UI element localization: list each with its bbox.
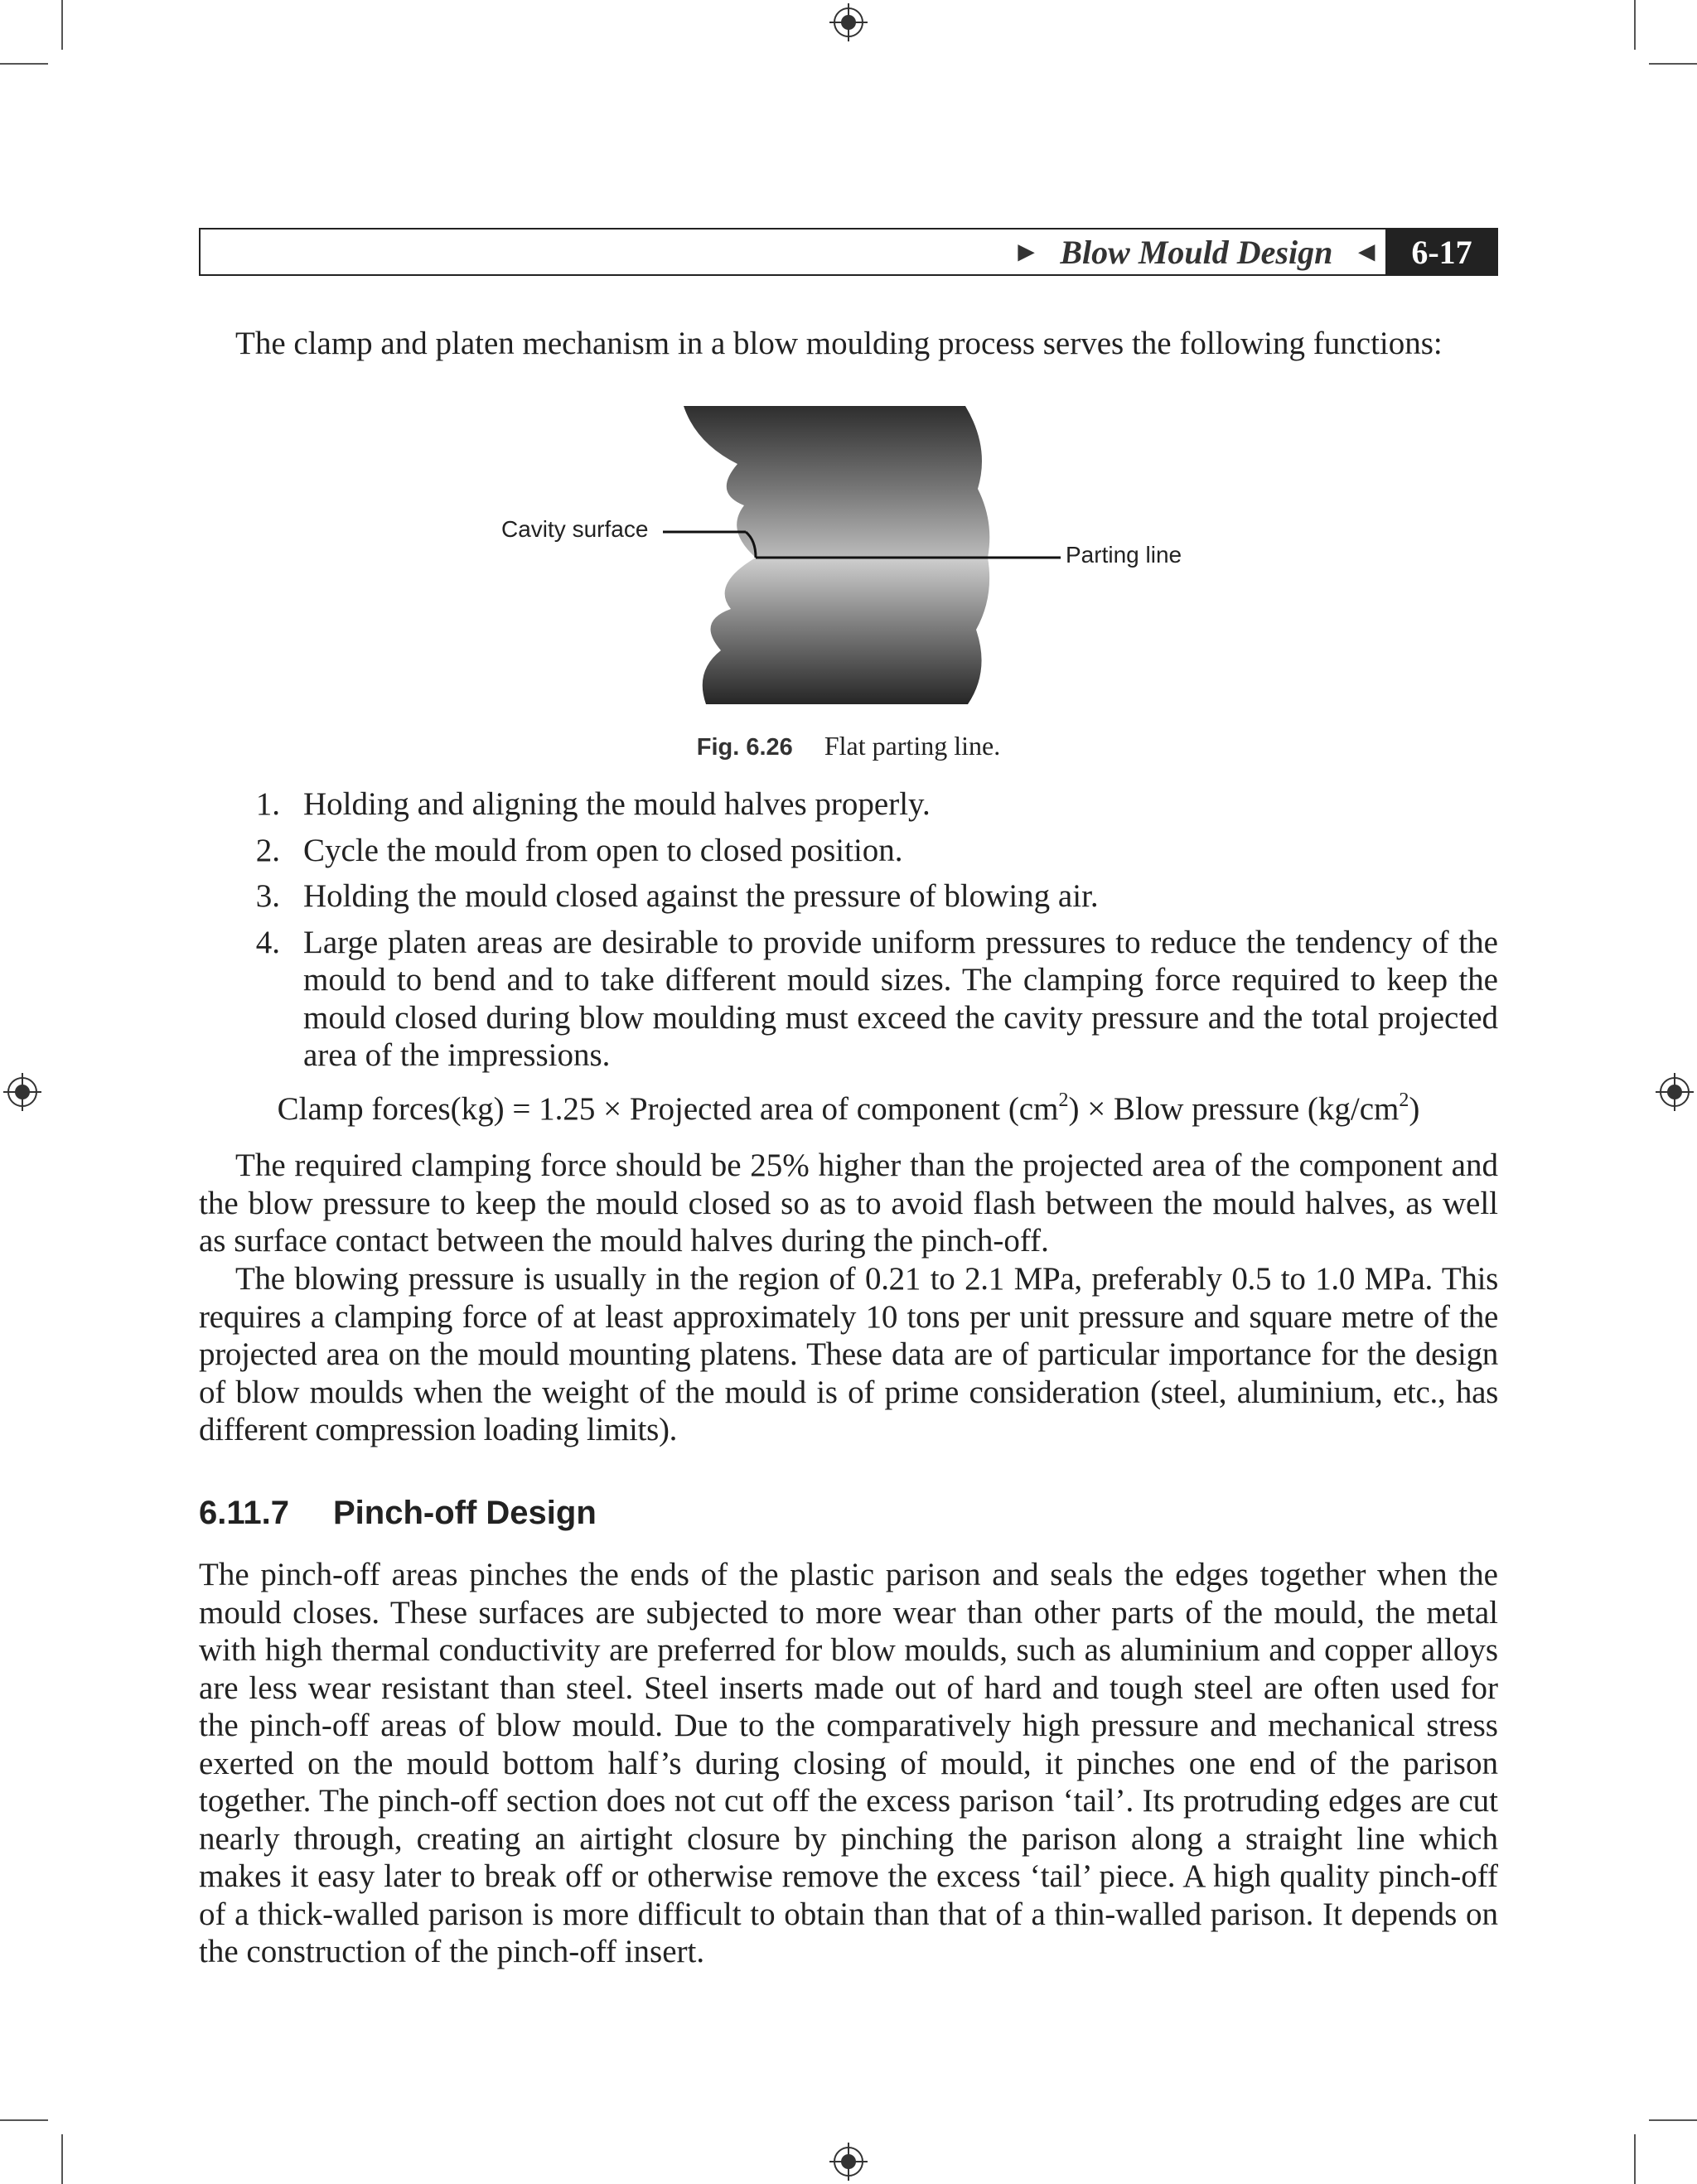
formula-part: Clamp forces(kg) = 1.25 × Projected area of component (cm bbox=[277, 1091, 1059, 1127]
figure-number: Fig. 6.26 bbox=[696, 734, 793, 761]
list-item-number: 2. bbox=[255, 832, 280, 868]
list-item bbox=[199, 877, 1498, 916]
list-item bbox=[199, 785, 1498, 824]
crop-mark bbox=[1634, 0, 1636, 50]
crop-mark bbox=[1634, 2134, 1636, 2184]
registration-mark-icon bbox=[829, 3, 868, 41]
clamp-force-formula bbox=[0, 1090, 1697, 1128]
crop-mark bbox=[61, 2134, 63, 2184]
crop-mark bbox=[61, 0, 63, 50]
list-item-text: Holding and aligning the mould halves properly. bbox=[303, 786, 931, 822]
figure-caption bbox=[0, 731, 1697, 761]
right-triangle-icon: ► bbox=[1012, 236, 1041, 268]
body-paragraph: The required clamping force should be 25% higher than the projected area of the component and the blow pressure to keep the mould closed so as to avoid flash between the mould halves, as well as surface contact between the mould halves during the pinch-off. bbox=[199, 1148, 1498, 1259]
chapter-title bbox=[1013, 233, 1380, 272]
list-item bbox=[199, 924, 1498, 1075]
list-item-number: 3. bbox=[255, 878, 280, 914]
list-item-text: Large platen areas are desirable to provide uniform pressures to reduce the tendency of the mould to bend and to take different mould sizes. The clamping force required to keep the mould closed during blow moulding must exceed the cavity pressure and the total projected area of the impressions. bbox=[303, 924, 1498, 1073]
section-number: 6.11.7 bbox=[199, 1495, 290, 1531]
section-title: Pinch-off Design bbox=[333, 1495, 597, 1531]
formula-part: ) bbox=[1409, 1091, 1420, 1127]
page-number: 6-17 bbox=[1385, 228, 1498, 276]
body-paragraph: The pinch-off areas pinches the ends of the plastic parison and seals the edges together when the mould closes. These surfaces are subjected to more wear than other parts of the mould, the metal with high thermal conductivity are preferred for blow moulds, such as aluminium and copper alloys are less wear resistant than steel. Steel inserts made out of hard and tough steel are often used for the pinch-off areas of blow mould. Due to the comparatively high pressure and mechanical stress exerted on the mould bottom half’s during closing of mould, it pinches one end of the parison together. The pinch-off section does not cut off the excess parison ‘tail’. Its protruding edges are cut nearly through, creating an airtight closure by pinching the parison along a straight line which makes it easy later to break off or otherwise remove the excess ‘tail’ piece. A high quality pinch-off of a thick-walled parison is more difficult to obtain than that of a thin-walled parison. It depends on the construction of the pinch-off insert. bbox=[199, 1557, 1498, 1969]
running-header bbox=[199, 228, 1498, 276]
mould-bottom-half bbox=[703, 558, 989, 704]
list-item-text: Holding the mould closed against the pressure of blowing air. bbox=[303, 878, 1099, 914]
figure-caption-text: Flat parting line. bbox=[824, 731, 1001, 761]
figure-flat-parting-line bbox=[489, 398, 1218, 713]
section-heading bbox=[199, 1495, 597, 1532]
crop-mark bbox=[1649, 2119, 1697, 2121]
body-paragraph: The blowing pressure is usually in the region of 0.21 to 2.1 MPa, preferably 0.5 to 1.0 MPa. This requires a clamping force of at least approximately 10 tons per unit pressure and square metre of the projected area on the mould mounting platens. These data are of particular importance for the design of blow moulds when the weight of the mould is of prime consideration (steel, aluminium, etc., has different compression loading limits). bbox=[199, 1261, 1498, 1447]
parting-line-label: Parting line bbox=[1066, 542, 1182, 568]
crop-mark bbox=[0, 2119, 48, 2121]
intro-paragraph: The clamp and platen mechanism in a blow moulding process serves the following functions: bbox=[235, 326, 1443, 361]
formula-superscript: 2 bbox=[1058, 1090, 1069, 1111]
list-item-number: 4. bbox=[255, 924, 280, 960]
list-item-text: Cycle the mould from open to closed position. bbox=[303, 832, 903, 868]
mould-top-half bbox=[684, 406, 989, 558]
functions-list bbox=[199, 785, 1498, 1083]
list-item-number: 1. bbox=[255, 786, 280, 822]
chapter-title-text: Blow Mould Design bbox=[1060, 234, 1333, 271]
crop-mark bbox=[0, 63, 48, 65]
registration-mark-icon bbox=[829, 2143, 868, 2181]
formula-superscript: 2 bbox=[1399, 1090, 1409, 1111]
left-triangle-icon: ◄ bbox=[1352, 236, 1380, 268]
formula-part: ) × Blow pressure (kg/cm bbox=[1068, 1091, 1400, 1127]
crop-mark bbox=[1649, 63, 1697, 65]
cavity-surface-label: Cavity surface bbox=[501, 516, 649, 542]
list-item bbox=[199, 832, 1498, 870]
